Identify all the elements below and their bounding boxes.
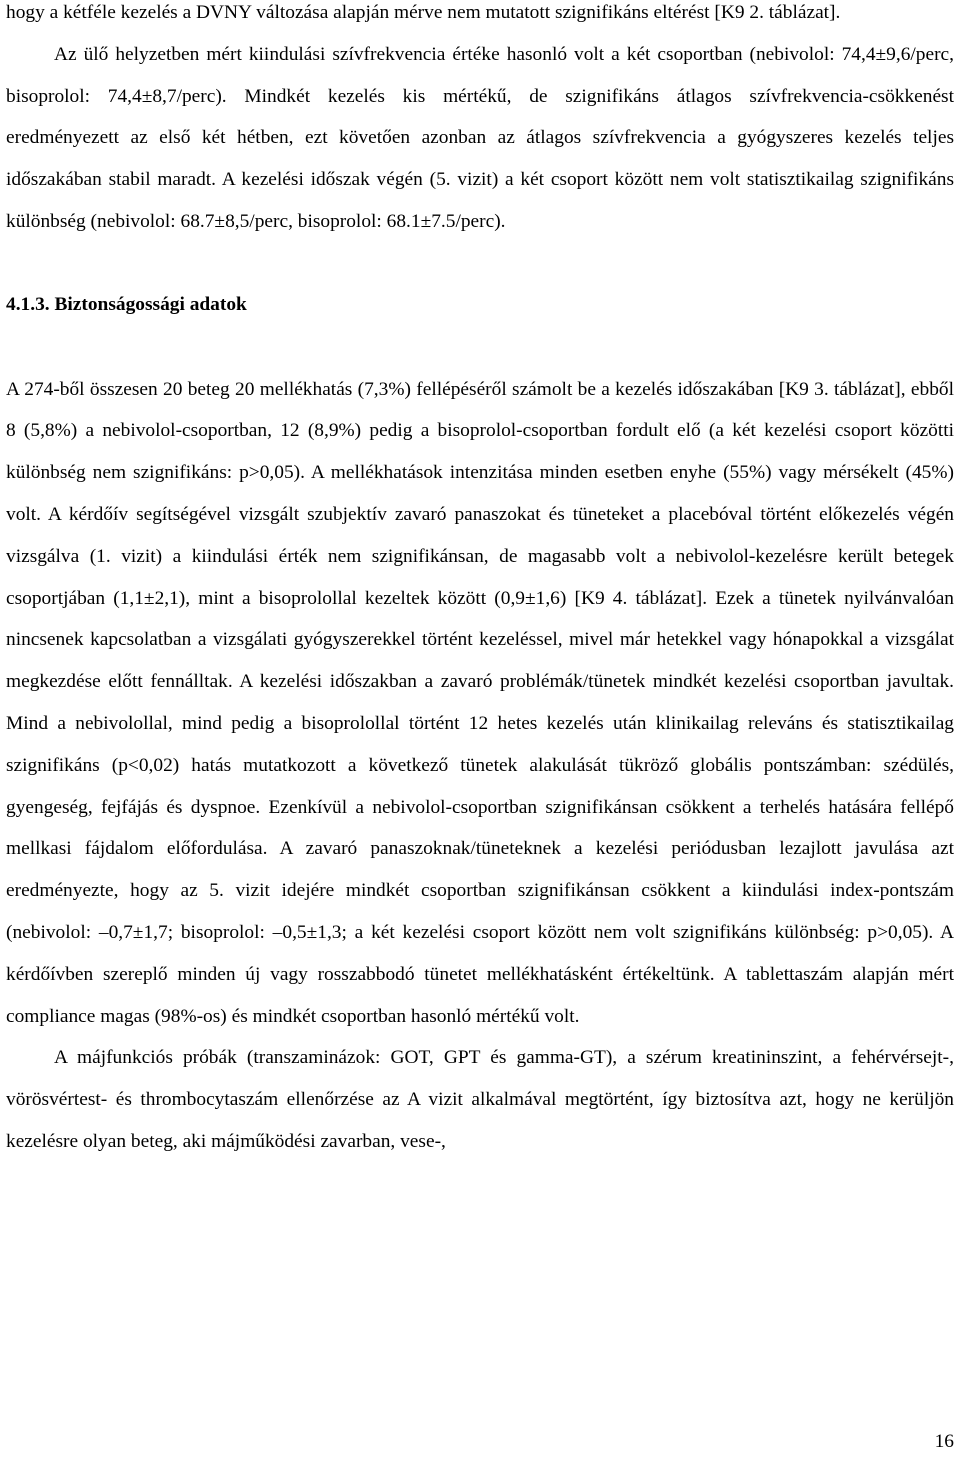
paragraph-safety-data: A 274-ből összesen 20 beteg 20 mellékhatás (7,3%) fellépéséről számolt be a kezelés időszakában [K9 3. táblázat], ebből 8 (5,8%) a nebivolol-csoportban, 12 (8,9%) pedig a bisoprolol-csoportban fordult elő (a két kezelési csoport közötti különbség nem szignifikáns: p>0,05). A mellékhatások intenzitása minden esetben enyhe (55%) vagy mérsékelt (45%) volt. A kérdőív segítségével vizsgált szubjektív zavaró panaszokat és tüneteket a placebóval történt előkezelés végén vizsgálva (1. vizit) a kiindulási érték nem szignifikánsan, de magasabb volt a nebivolol-kezelésre került betegek csoportjában (1,1±2,1), mint a bisoprolollal kezeltek között (0,9±1,6) [K9 4. táblázat]. Ezek a tünetek nyilvánvalóan nincsenek kapcsolatban a vizsgálati gyógyszerekkel történt kezeléssel, mivel már hetekkel vagy hónapokkal a vizsgálat megkezdése előtt fennálltak. A kezelési időszakban a zavaró problémák/tünetek mindkét kezelési csoportban javultak. Mind a nebivolollal, mind pedig a bisoprolollal történt 12 hetes kezelés után klinikailag releváns és statisztikailag szignifikáns (p<0,02) hatás mutatkozott a következő tünetek alakulását tükröző globális pontszámban: szédülés, gyengeség, fejfájás és dyspnoe. Ezenkívül a nebivolol-csoportban szignifikánsan csökkent a terhelés hatására fellépő mellkasi fájdalom előfordulása. A zavaró panaszoknak/tüneteknek a kezelési periódusban lezajlott javulása azt eredményezte, hogy az 5. vizit idejére mindkét csoportban szignifikánsan csökkent a kiindulási index-pontszám (nebivolol: –0,7±1,7; bisoprolol: –0,5±1,3; a két kezelési csoport között nem volt szignifikáns különbség: p>0,05). A kérdőívben szereplő minden új vagy rosszabbodó tünetet mellékhatásként értékeltünk. A tablettaszám alapján mért compliance magas (98%-os) és mindkét csoportban hasonló mértékű volt. bbox=[6, 378, 954, 1027]
paragraph-liver-function: A májfunkciós próbák (transzaminázok: GOT, GPT és gamma-GT), a szérum kreatininszint, a fehérvérsejt-, vörösvértest- és thrombocytaszám ellenőrzése az A vizit alkalmával megtörtént, így biztosítva azt, hogy ne kerüljön kezelésre olyan beteg, aki májműködési zavarban, vese-, bbox=[6, 1047, 954, 1152]
page-number: 16 bbox=[934, 1431, 954, 1452]
document-page bbox=[6, 0, 954, 1163]
section-heading: 4.1.3. Biztonságossági adatok bbox=[6, 293, 247, 315]
paragraph-heart-rate: Az ülő helyzetben mért kiindulási szívfrekvencia értéke hasonló volt a két csoportban (nebivolol: 74,4±9,6/perc, bisoprolol: 74,4±8,7/perc). Mindkét kezelés kis mértékű, de szignifikáns átlagos szívfrekvencia-csökkenést eredményezett az első két hétben, ezt követően azonban az átlagos szívfrekvencia a gyógyszeres kezelés teljes időszakában stabil maradt. A kezelési időszak végén (5. vizit) a két csoport között nem volt statisztikailag szignifikáns különbség (nebivolol: 68.7±8,5/perc, bisoprolol: 68.1±7.5/perc). bbox=[6, 43, 954, 232]
paragraph-continuation: hogy a kétféle kezelés a DVNY változása alapján mérve nem mutatott szignifikáns eltérést [K9 2. táblázat]. bbox=[6, 2, 841, 23]
